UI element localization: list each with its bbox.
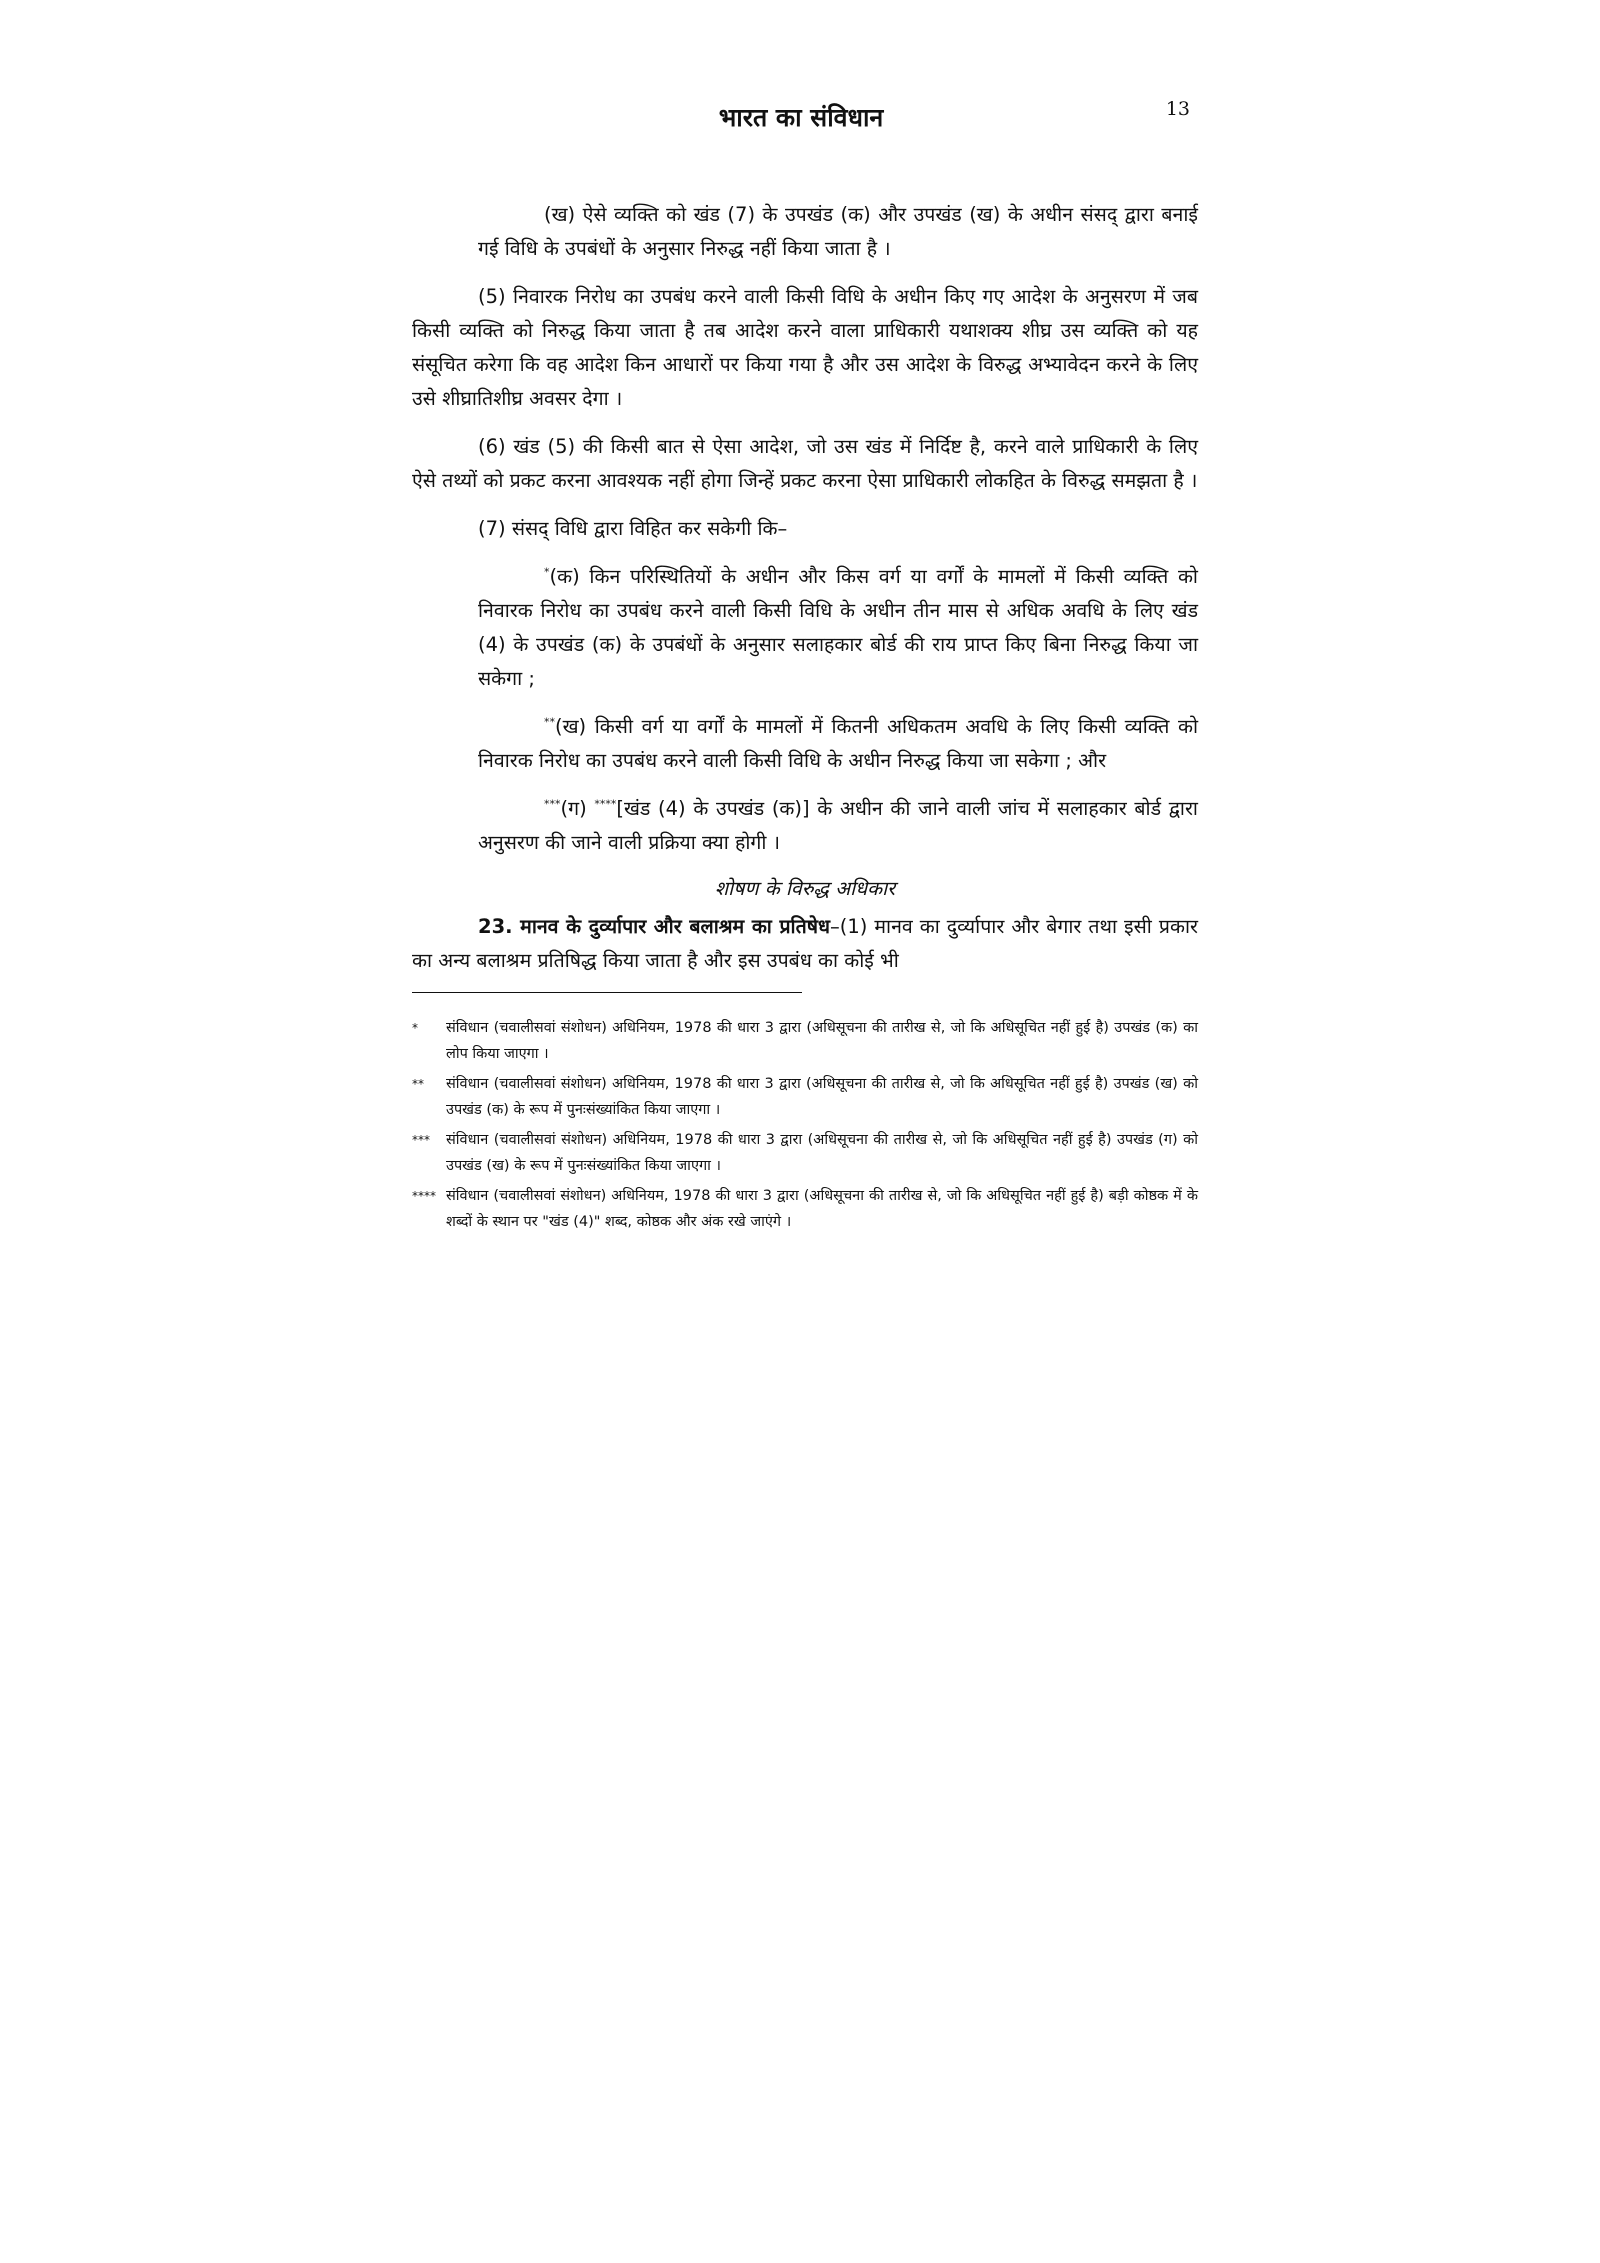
footnote-marker: * — [412, 1021, 418, 1035]
page-header — [412, 100, 1190, 140]
page-number: 13 — [1165, 98, 1190, 120]
article-23-title: 23. मानव के दुर्व्यापार और बलाश्रम का प्रतिषेध — [478, 915, 830, 938]
clause-7-ga-label: (ग) — [560, 797, 595, 820]
clause-7-ka-text: (क) किन परिस्थितियों के अधीन और किस वर्ग या वर्गों के मामलों में किसी व्यक्ति को निवारक निरोध का उपबंध करने वाली किसी विधि के अधीन तीन मास से अधिक अवधि के लिए खंड (4) के उपखंड (क) के उपबंधों के अनुसार सलाहकार बोर्ड की राय प्राप्त किए बिना निरुद्ध किया जा सकेगा ; — [478, 565, 1198, 690]
clause-7: (7) संसद् विधि द्वारा विहित कर सकेगी कि– — [478, 517, 788, 540]
footnote-divider — [412, 992, 802, 993]
footnote-4 — [412, 1183, 1198, 1235]
footnote-2 — [412, 1071, 1198, 1123]
clause-7-kha-continuation: (ख) ऐसे व्यक्ति को खंड (7) के उपखंड (क) और उपखंड (ख) के अधीन संसद् द्वारा बनाई गई विधि के उपबंधों के अनुसार निरुद्ध नहीं किया जाता है । — [478, 203, 1198, 260]
clause-7-ga — [478, 792, 1198, 860]
clause-7-ka — [478, 560, 1198, 696]
footnote-ref-1[interactable]: * — [544, 565, 550, 579]
section-heading: शोषण के विरुद्ध अधिकार — [714, 877, 896, 900]
clause-6: (6) खंड (5) की किसी बात से ऐसा आदेश, जो उस खंड में निर्दिष्ट है, करने वाले प्राधिकारी के लिए ऐसे तथ्यों को प्रकट करना आवश्यक नहीं होगा जिन्हें प्रकट करना ऐसा प्राधिकारी लोकहित के विरुद्ध समझता है । — [412, 435, 1198, 492]
footnote-text: संविधान (चवालीसवां संशोधन) अधिनियम, 1978 की धारा 3 द्वारा (अधिसूचना की तारीख से, जो कि अधिसूचित नहीं हुई है) उपखंड (ख) को उपखंड (क) के रूप में पुनःसंख्यांकित किया जाएगा । — [446, 1076, 1198, 1118]
footnote-ref-4[interactable]: **** — [594, 797, 617, 811]
footnote-text: संविधान (चवालीसवां संशोधन) अधिनियम, 1978 की धारा 3 द्वारा (अधिसूचना की तारीख से, जो कि अधिसूचित नहीं हुई है) बड़ी कोष्ठक में के शब्दों के स्थान पर "खंड (4)" शब्द, कोष्ठक और अंक रखे जाएंगे । — [446, 1188, 1198, 1230]
footnote-ref-2[interactable]: ** — [544, 715, 555, 729]
clause-7-kha — [478, 710, 1198, 778]
clause-7-kha-text: (ख) किसी वर्ग या वर्गों के मामलों में कितनी अधिकतम अवधि के लिए किसी व्यक्ति को निवारक निरोध का उपबंध करने वाली किसी विधि के अधीन निरुद्ध किया जा सकेगा ; और — [478, 715, 1198, 772]
footnote-1 — [412, 1015, 1198, 1067]
footnote-text: संविधान (चवालीसवां संशोधन) अधिनियम, 1978 की धारा 3 द्वारा (अधिसूचना की तारीख से, जो कि अधिसूचित नहीं हुई है) उपखंड (ग) को उपखंड (ख) के रूप में पुनःसंख्यांकित किया जाएगा । — [446, 1132, 1198, 1174]
footnote-marker: *** — [412, 1133, 430, 1147]
footnote-ref-3[interactable]: *** — [544, 797, 561, 811]
footnote-marker: ** — [412, 1077, 424, 1091]
article-23-text: –(1) मानव का दुर्व्यापार और बेगार तथा इसी प्रकार का अन्य बलाश्रम प्रतिषिद्ध किया जाता है और इस उपबंध का कोई भी — [412, 915, 1198, 972]
footnote-marker: **** — [412, 1189, 436, 1203]
article-23 — [412, 910, 1198, 978]
footnotes — [412, 1015, 1198, 1235]
clause-5: (5) निवारक निरोध का उपबंध करने वाली किसी विधि के अधीन किए गए आदेश के अनुसरण में जब किसी व्यक्ति को निरुद्ध किया जाता है तब आदेश करने वाला प्राधिकारी यथाशक्य शीघ्र उस व्यक्ति को यह संसूचित करेगा कि वह आदेश किन आधारों पर किया गया है और उस आदेश के विरुद्ध अभ्यावेदन करने के लिए उसे शीघ्रातिशीघ्र अवसर देगा । — [412, 285, 1198, 410]
page-content — [412, 198, 1198, 1239]
page-title: भारत का संविधान — [718, 103, 884, 132]
footnote-3 — [412, 1127, 1198, 1179]
footnote-text: संविधान (चवालीसवां संशोधन) अधिनियम, 1978 की धारा 3 द्वारा (अधिसूचना की तारीख से, जो कि अधिसूचित नहीं हुई है) उपखंड (क) का लोप किया जाएगा । — [446, 1020, 1198, 1062]
clause-7-ga-text: [खंड (4) के उपखंड (क)] के अधीन की जाने वाली जांच में सलाहकार बोर्ड द्वारा अनुसरण की जाने वाली प्रक्रिया क्या होगी । — [478, 797, 1198, 854]
